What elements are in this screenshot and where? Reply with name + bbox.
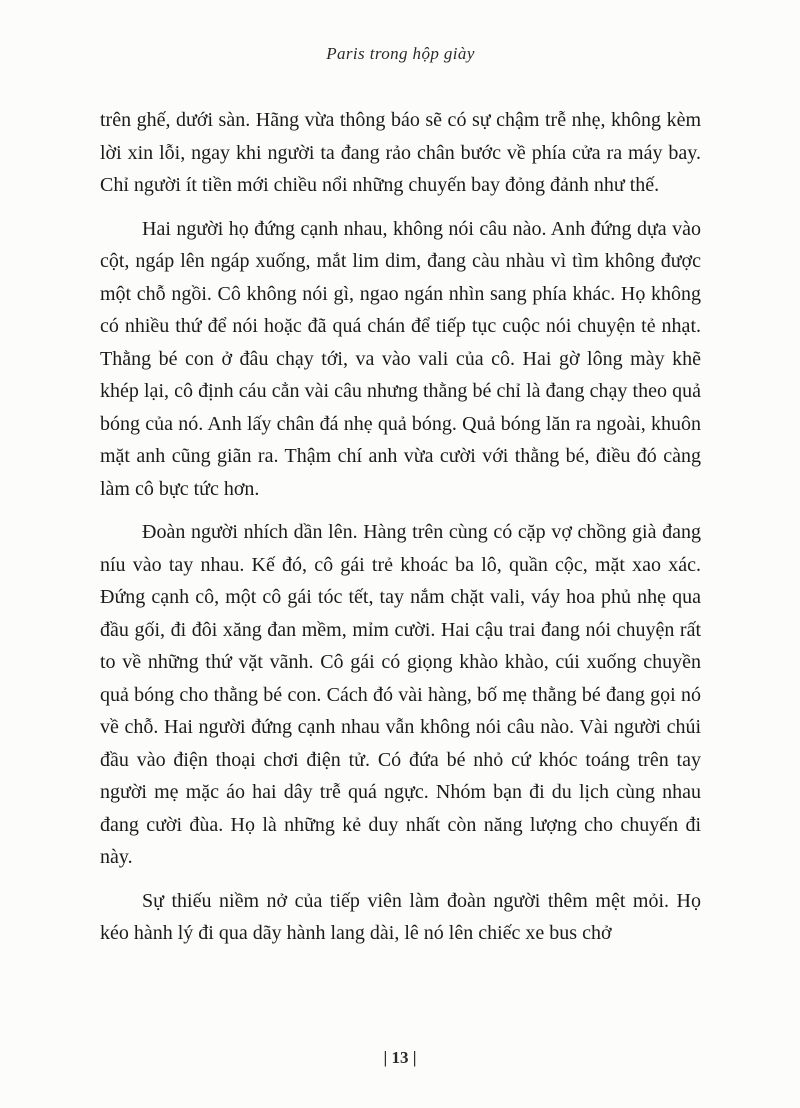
body-text — [100, 104, 701, 950]
body-paragraph: trên ghế, dưới sàn. Hãng vừa thông báo sẽ có sự chậm trễ nhẹ, không kèm lời xin lỗi, ngay khi người ta đang rảo chân bước về phía cửa ra máy bay. Chỉ người ít tiền mới chiều nổi những chuyến bay đỏng đảnh như thế. — [100, 109, 701, 196]
body-paragraph: Đoàn người nhích dần lên. Hàng trên cùng có cặp vợ chồng già đang níu vào tay nhau. Kế đó, cô gái trẻ khoác ba lô, quần cộc, mặt xao xác. Đứng cạnh cô, một cô gái tóc tết, tay nắm chặt vali, váy hoa phủ nhẹ qua đầu gối, đi đôi xăng đan mềm, mỉm cười. Hai cậu trai đang nói chuyện rất to về những thứ vặt vãnh. Cô gái có giọng khào khào, cúi xuống chuyền quả bóng cho thằng bé con. Cách đó vài hàng, bố mẹ thằng bé đang gọi nó về chỗ. Hai người đứng cạnh nhau vẫn không nói câu nào. Vài người chúi đầu vào điện thoại chơi điện tử. Có đứa bé nhỏ cứ khóc toáng trên tay người mẹ mặc áo hai dây trễ quá ngực. Nhóm bạn đi du lịch cùng nhau đang cười đùa. Họ là những kẻ duy nhất còn năng lượng cho chuyến đi này. — [100, 521, 701, 868]
body-paragraph: Hai người họ đứng cạnh nhau, không nói câu nào. Anh đứng dựa vào cột, ngáp lên ngáp xuống, mắt lim dim, đang càu nhàu vì tìm không được một chỗ ngồi. Cô không nói gì, ngao ngán nhìn sang phía khác. Họ không có nhiều thứ để nói hoặc đã quá chán để tiếp tục cuộc nói chuyện tẻ nhạt. Thằng bé con ở đâu chạy tới, va vào vali của cô. Hai gờ lông mày khẽ khép lại, cô định cáu cẳn vài câu nhưng thằng bé chỉ là đang chạy theo quả bóng của nó. Anh lấy chân đá nhẹ quả bóng. Quả bóng lăn ra ngoài, khuôn mặt anh cũng giãn ra. Thậm chí anh vừa cười với thằng bé, điều đó càng làm cô bực tức hơn. — [100, 217, 701, 500]
body-paragraph: Sự thiếu niềm nở của tiếp viên làm đoàn người thêm mệt mỏi. Họ kéo hành lý đi qua dãy hành lang dài, lê nó lên chiếc xe bus chở — [100, 889, 701, 944]
page-number: | 13 | — [383, 1048, 417, 1067]
running-header: Paris trong hộp giày — [326, 44, 475, 63]
